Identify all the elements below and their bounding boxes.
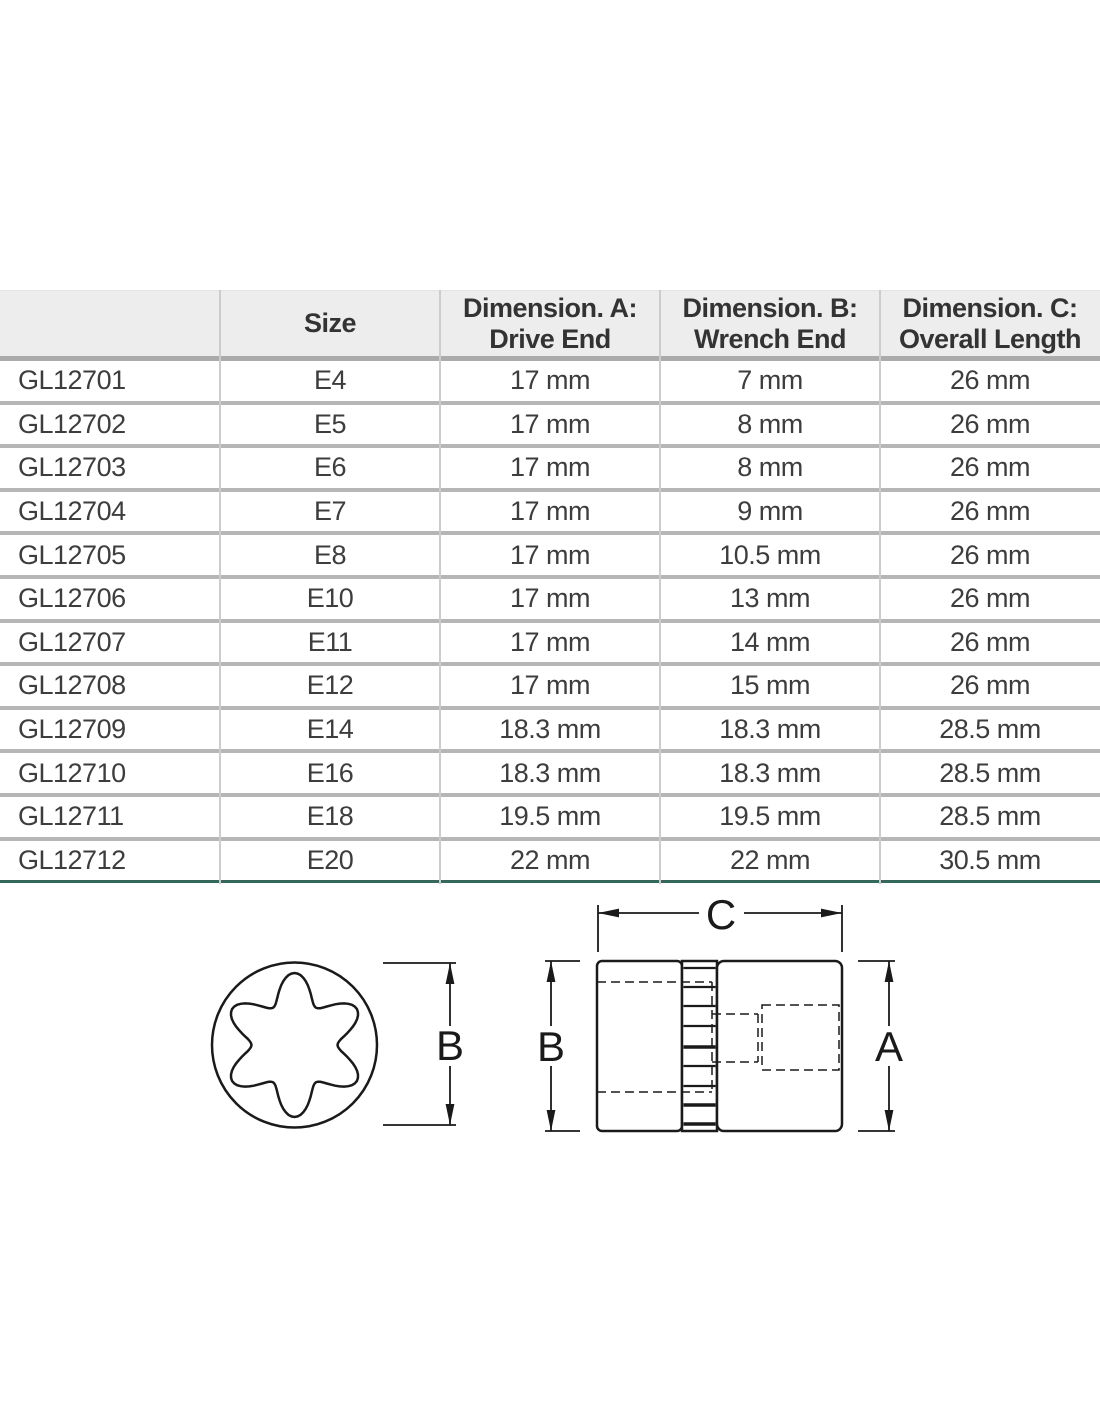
size-cell: E20: [220, 841, 440, 884]
header-line1: Dimension. B:: [682, 292, 858, 323]
dim-c-cell: 26 mm: [880, 492, 1100, 536]
table-row: [0, 710, 1100, 754]
table-row: [0, 535, 1100, 579]
dim-b-cell: 10.5 mm: [660, 535, 880, 579]
drive-end-body: [717, 961, 842, 1131]
end-view-b-dimension: [383, 963, 464, 1125]
wrench-end-body: [597, 961, 682, 1131]
dim-c-cell: 30.5 mm: [880, 841, 1100, 884]
part-number-cell: GL12701: [0, 361, 220, 405]
column-header-part-number: [0, 290, 220, 361]
part-number-cell: GL12702: [0, 405, 220, 449]
size-cell: E7: [220, 492, 440, 536]
column-header-size: [220, 290, 440, 361]
size-cell: E10: [220, 579, 440, 623]
header-row: [0, 290, 1100, 361]
part-number-cell: GL12712: [0, 841, 220, 884]
table-row: [0, 492, 1100, 536]
dimensions-table: [0, 290, 1100, 883]
side-view-c-dimension: [598, 895, 842, 952]
table-row: [0, 361, 1100, 405]
part-number-cell: GL12705: [0, 535, 220, 579]
table-header: [0, 290, 1100, 361]
dim-c-cell: 26 mm: [880, 623, 1100, 667]
dim-a-cell: 17 mm: [440, 535, 660, 579]
side-view-b-label: B: [536, 1023, 566, 1070]
header-line1: Dimension. A:: [462, 292, 637, 323]
part-number-cell: GL12708: [0, 666, 220, 710]
size-cell: E6: [220, 448, 440, 492]
table-row: [0, 797, 1100, 841]
table-row: [0, 666, 1100, 710]
size-cell: E5: [220, 405, 440, 449]
dim-a-cell: 17 mm: [440, 361, 660, 405]
dim-b-cell: 8 mm: [660, 405, 880, 449]
dim-c-cell: 26 mm: [880, 361, 1100, 405]
size-cell: E8: [220, 535, 440, 579]
header-line1: Size: [303, 308, 357, 338]
table-row: [0, 448, 1100, 492]
size-cell: E12: [220, 666, 440, 710]
dim-b-cell: 18.3 mm: [660, 753, 880, 797]
dim-b-cell: 9 mm: [660, 492, 880, 536]
dim-c-cell: 26 mm: [880, 448, 1100, 492]
table-row: [0, 623, 1100, 667]
dim-c-cell: 26 mm: [880, 535, 1100, 579]
part-number-cell: GL12709: [0, 710, 220, 754]
technical-drawing: [0, 895, 1100, 1200]
column-divider: [439, 290, 441, 884]
side-view-c-label: C: [705, 895, 737, 938]
dim-b-cell: 13 mm: [660, 579, 880, 623]
dim-c-cell: 26 mm: [880, 666, 1100, 710]
side-view-a-label: A: [874, 1023, 904, 1070]
dim-a-cell: 22 mm: [440, 841, 660, 884]
dim-a-cell: 17 mm: [440, 623, 660, 667]
dim-a-cell: 17 mm: [440, 405, 660, 449]
dim-c-cell: 28.5 mm: [880, 710, 1100, 754]
dim-c-cell: 28.5 mm: [880, 753, 1100, 797]
header-line1: Dimension. C:: [902, 292, 1078, 323]
dim-a-cell: 18.3 mm: [440, 710, 660, 754]
dim-c-cell: 26 mm: [880, 579, 1100, 623]
torx-end-view: [212, 963, 464, 1128]
part-number-cell: GL12710: [0, 753, 220, 797]
column-header-dim-a: [440, 290, 660, 361]
dim-a-cell: 17 mm: [440, 448, 660, 492]
header-line2: Wrench End: [693, 323, 847, 354]
table-body: [0, 361, 1100, 883]
side-view-a-dimension: [858, 961, 903, 1131]
header-line2: Overall Length: [898, 323, 1082, 354]
part-number-cell: GL12711: [0, 797, 220, 841]
part-number-cell: GL12706: [0, 579, 220, 623]
table-row: [0, 405, 1100, 449]
column-divider: [219, 290, 221, 884]
size-cell: E14: [220, 710, 440, 754]
dim-b-cell: 7 mm: [660, 361, 880, 405]
torx-star-profile: [231, 973, 358, 1117]
size-cell: E4: [220, 361, 440, 405]
dim-b-cell: 15 mm: [660, 666, 880, 710]
dim-b-cell: 14 mm: [660, 623, 880, 667]
size-cell: E16: [220, 753, 440, 797]
part-number-cell: GL12704: [0, 492, 220, 536]
dim-a-cell: 17 mm: [440, 492, 660, 536]
dim-b-cell: 18.3 mm: [660, 710, 880, 754]
socket-outline-circle: [212, 963, 377, 1128]
size-cell: E11: [220, 623, 440, 667]
part-number-cell: GL12707: [0, 623, 220, 667]
column-header-dim-c: [880, 290, 1100, 361]
dim-c-cell: 28.5 mm: [880, 797, 1100, 841]
table-row: [0, 841, 1100, 884]
table-row: [0, 579, 1100, 623]
socket-side-view: [537, 895, 903, 1131]
column-divider: [879, 290, 881, 884]
size-cell: E18: [220, 797, 440, 841]
dim-a-cell: 19.5 mm: [440, 797, 660, 841]
part-number-cell: GL12703: [0, 448, 220, 492]
dim-a-cell: 18.3 mm: [440, 753, 660, 797]
end-view-b-label: B: [435, 1022, 465, 1069]
dim-a-cell: 17 mm: [440, 666, 660, 710]
header-line2: Drive End: [489, 323, 611, 354]
column-header-dim-b: [660, 290, 880, 361]
dim-a-cell: 17 mm: [440, 579, 660, 623]
dim-b-cell: 19.5 mm: [660, 797, 880, 841]
dim-b-cell: 22 mm: [660, 841, 880, 884]
side-view-b-dimension: [537, 961, 580, 1131]
column-divider: [659, 290, 661, 884]
dim-c-cell: 26 mm: [880, 405, 1100, 449]
dim-b-cell: 8 mm: [660, 448, 880, 492]
table-row: [0, 753, 1100, 797]
